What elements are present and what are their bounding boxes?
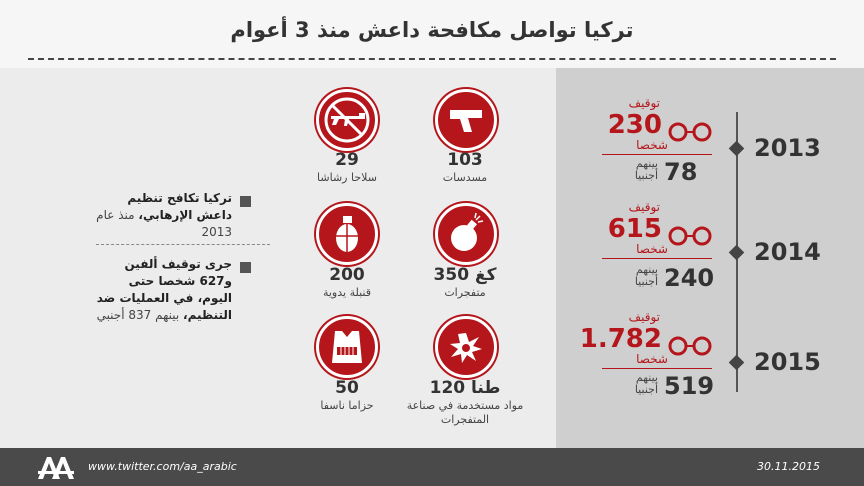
handcuffs-icon — [668, 332, 714, 358]
persons-word: شخصا — [636, 352, 668, 366]
arrest-word: توقيف — [628, 200, 660, 214]
aa-logo-icon — [36, 453, 76, 481]
among-foreign-label: بينهم أجنبيا — [634, 157, 658, 182]
persons-word: شخصا — [636, 242, 668, 256]
bullet-rest: بينهم 837 أجنبي — [96, 308, 184, 322]
seizure-value: 350 كغ — [433, 265, 497, 285]
seizure-value: 50 — [335, 378, 359, 398]
seizure-value: 103 — [447, 150, 483, 170]
explosion-icon — [435, 316, 497, 378]
arrested-count: 615 — [607, 214, 662, 244]
rifle-icon — [316, 89, 378, 151]
header — [0, 0, 864, 68]
among-foreign-label: بينهم أجنبيا — [634, 263, 658, 288]
seizure-label: سلاحا رشاشا — [317, 171, 377, 184]
bullet-text — [96, 190, 232, 241]
foreign-count: 78 — [664, 158, 698, 186]
pistol-icon — [435, 89, 497, 151]
arrested-count: 1.782 — [579, 324, 662, 354]
title-divider — [28, 58, 836, 60]
page-title: تركيا تواصل مكافحة داعش منذ 3 أعوام — [230, 18, 634, 42]
year-label: 2014 — [754, 238, 821, 266]
year-label: 2013 — [754, 134, 821, 162]
arrest-word: توقيف — [628, 310, 660, 324]
red-divider — [602, 154, 712, 155]
among-foreign-label: بينهم أجنبيا — [634, 371, 658, 396]
persons-word: شخصا — [636, 138, 668, 152]
handcuffs-icon — [668, 222, 714, 248]
handcuffs-icon — [668, 118, 714, 144]
year-label: 2015 — [754, 348, 821, 376]
seizure-label: مسدسات — [442, 171, 488, 184]
bullet-rest: منذ عام 2013 — [96, 208, 232, 239]
footer — [0, 448, 864, 486]
foreign-count: 240 — [664, 264, 715, 292]
bomb-icon — [435, 203, 497, 265]
seizure-value: 29 — [335, 150, 359, 170]
red-divider — [602, 368, 712, 369]
bullet-strong: جرى توقيف ألفين و627 شخصا حتى اليوم، في العمليات ضد التنظيم، — [96, 257, 232, 322]
bullet-strong: تركيا تكافح تنظيم داعش الإرهابي، — [127, 191, 232, 222]
bullet-divider — [96, 244, 270, 245]
seizure-label: مواد مستخدمة في صناعة المتفجرات — [406, 399, 524, 426]
foreign-count: 519 — [664, 372, 715, 400]
seizure-label: متفجرات — [444, 286, 486, 299]
red-divider — [602, 258, 712, 259]
seizure-label: حزاما ناسفا — [320, 399, 374, 412]
suicide-vest-icon — [316, 316, 378, 378]
grenade-icon — [316, 203, 378, 265]
seizure-label: قنبلة يدوية — [322, 286, 372, 299]
bullet-marker — [240, 196, 251, 207]
bullet-text — [96, 256, 232, 324]
twitter-link[interactable]: www.twitter.com/aa_arabic — [88, 460, 237, 473]
arrested-count: 230 — [607, 110, 662, 140]
seizure-value: 120 طنا — [429, 378, 501, 398]
arrest-word: توقيف — [628, 96, 660, 110]
bullet-marker — [240, 262, 251, 273]
footer-date: 30.11.2015 — [757, 460, 820, 473]
seizure-value: 200 — [329, 265, 365, 285]
